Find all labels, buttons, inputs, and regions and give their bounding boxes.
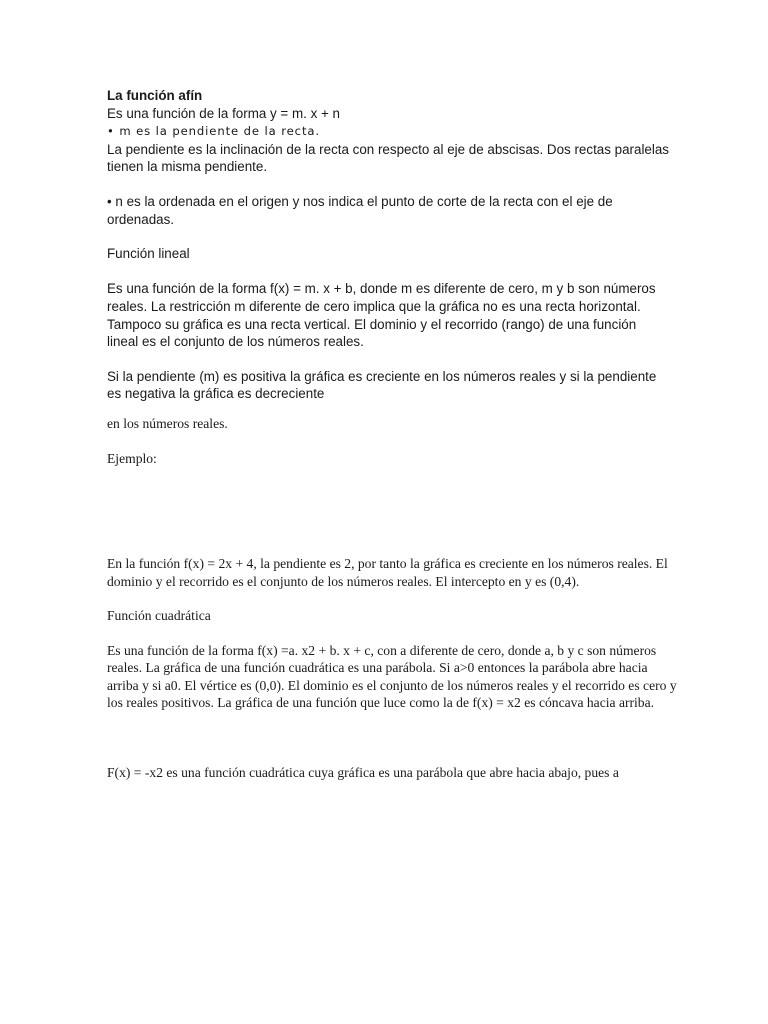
cuadratica-def-line-3: arriba y si a0. El vértice es (0,0). El dominio es el conjunto de los números reales y el recorrido es cero y	[107, 678, 677, 693]
afin-intro: Es una función de la forma y = m. x + n	[107, 106, 340, 121]
lineal-def-line-1: Es una función de la forma f(x) = m. x + b, donde m es diferente de cero, m y b son números	[107, 281, 656, 296]
lineal-pendiente-line-1: Si la pendiente (m) es positiva la gráfica es creciente en los números reales y si la pendiente	[107, 369, 657, 384]
cuadratica-example: F(x) = -x2 es una función cuadrática cuya gráfica es una parábola que abre hacia abajo, pues a	[107, 765, 619, 780]
bullet-n-line-1: • n es la ordenada en el origen y nos indica el punto de corte de la recta con el eje de	[107, 194, 613, 209]
document-title: La función afín	[107, 88, 203, 103]
bullet-m: • m es la pendiente de la recta.	[107, 124, 320, 138]
pendiente-line-1: La pendiente es la inclinación de la recta con respecto al eje de abscisas. Dos rectas paralelas	[107, 142, 669, 157]
cuadratica-def-line-4: los reales positivos. La gráfica de una función que luce como la de f(x) = x2 es cóncava hacia arriba.	[107, 695, 655, 710]
lineal-example-line-1: En la función f(x) = 2x + 4, la pendiente es 2, por tanto la gráfica es creciente en los números reales. El	[107, 556, 668, 571]
cuadratica-def-line-2: reales. La gráfica de una función cuadrática es una parábola. Si a>0 entonces la parábola abre hacia	[107, 660, 648, 675]
bullet-n-line-2: ordenadas.	[107, 212, 175, 227]
cuadratica-def-line-1: Es una función de la forma f(x) =a. x2 + b. x + c, con a diferente de cero, donde a, b y c son números	[107, 643, 657, 658]
lineal-def-line-3: Tampoco su gráfica es una recta vertical. El dominio y el recorrido (rango) de una función	[107, 317, 637, 332]
example-label: Ejemplo:	[107, 451, 157, 466]
pendiente-line-2: tienen la misma pendiente.	[107, 159, 268, 174]
lineal-def-line-2: reales. La restricción m diferente de cero implica que la gráfica no es una recta horizontal.	[107, 299, 641, 314]
lineal-example-line-2: dominio y el recorrido es el conjunto de los números reales. El intercepto en y es (0,4).	[107, 574, 580, 589]
lineal-pendiente-line-2: es negativa la gráfica es decreciente	[107, 386, 325, 401]
lineal-heading: Función lineal	[107, 246, 190, 261]
lineal-def-line-4: lineal es el conjunto de los números reales.	[107, 334, 364, 349]
cuadratica-heading: Función cuadrática	[107, 608, 211, 623]
lineal-continuation: en los números reales.	[107, 416, 228, 431]
